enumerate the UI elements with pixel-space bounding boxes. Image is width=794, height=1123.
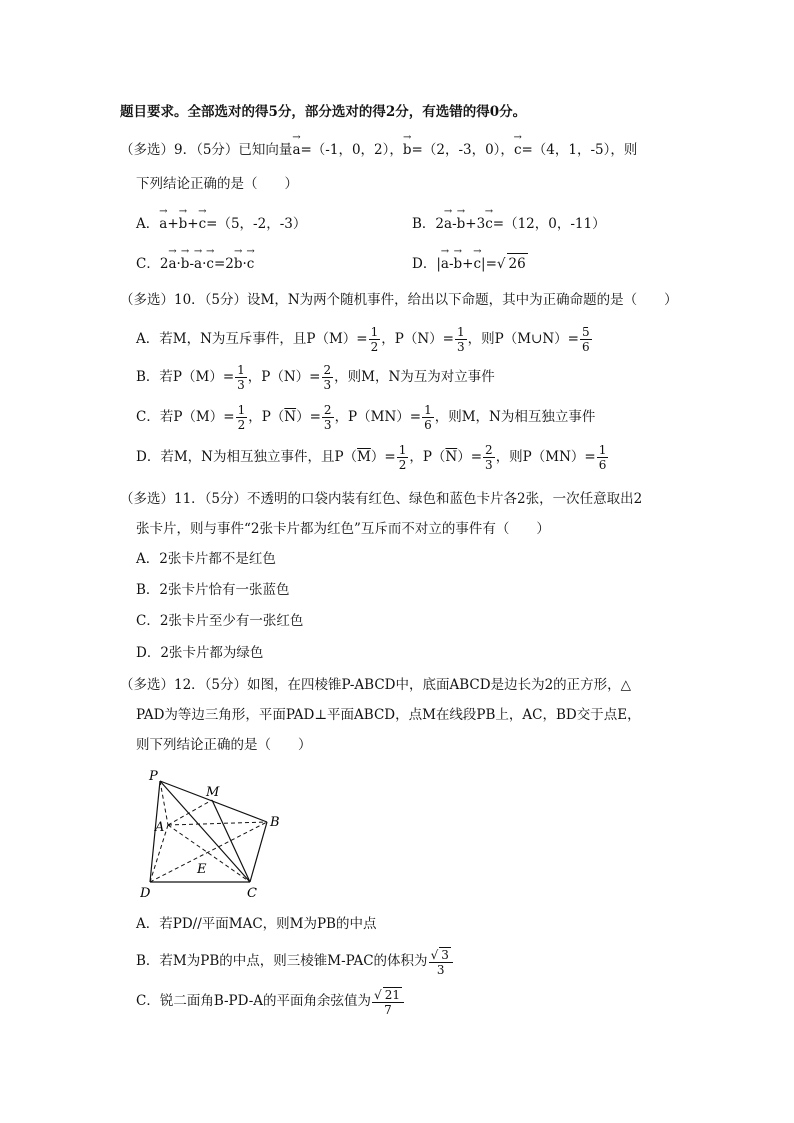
q9-b-def: =（2，-3，0），: [411, 142, 514, 158]
q9-opt-b-tail: =（12，0，-11）: [492, 216, 606, 232]
q9-option-c[interactable]: C．2→ a·→ b-→ a·→ c=2→ b·→ c: [136, 252, 254, 274]
edge-pa: [160, 781, 168, 825]
q12-line2: PAD为等边三角形，平面PAD⊥平面ABCD，点M在线段PB上，AC，BD交于点E，: [136, 707, 641, 723]
q9-line1: [120, 138, 637, 160]
edge-bc: [250, 822, 267, 882]
q10-option-c[interactable]: C．若P（M）= $\frac{1}{2}$ ，$P(\overline{N})=$ $\frac{2}{3}$ ，P（MN）= $\frac{1}{6}$ ，则M，N为相互独立事件: [136, 403, 596, 432]
vector-c: → c: [514, 138, 522, 160]
q9-opt-d-label: D．: [412, 256, 437, 272]
q9-opt-d-root: 26: [507, 253, 528, 274]
q9-opt-a-tail: =（5，-2，-3）: [206, 216, 307, 232]
q12-line1: （多选）12．（5分）如图，在四棱锥P-ABCD中，底面ABCD是边长为2的正方形，△: [120, 677, 632, 693]
q10-option-a[interactable]: A．若M，N为互斥事件，且P（M）= $\frac{1}{2}$ ，P（N）= $\frac{1}{3}$ ，则P（M∪N）= $\frac{5}{6}$: [136, 325, 590, 354]
edge-ab: [168, 822, 267, 825]
q11-line1: （多选）11．（5分）不透明的口袋内装有红色、绿色和蓝色卡片各2张，一次任意取出2: [120, 491, 643, 507]
q11-option-c[interactable]: C．2张卡片至少有一张红色: [136, 613, 304, 629]
diagonal-ac: [168, 825, 250, 882]
q12-line3: 则下列结论正确的是（ ）: [136, 737, 312, 753]
q9-prefix: （多选）9．（5分）已知向量: [120, 142, 293, 158]
segment-am: [168, 800, 212, 825]
instructions: 题目要求。全部选对的得5分，部分选对的得2分，有选错的得0分。: [120, 104, 527, 120]
q12-option-b[interactable]: B．若M为PB的中点，则三棱锥M-PAC的体积为 √ $\frac{3}{3}$: [136, 942, 454, 980]
q9-option-a[interactable]: A．→ a+→ b+→ c=（5，-2，-3）: [136, 212, 306, 234]
label-e: E: [197, 862, 207, 877]
diagonal-bd: [150, 822, 267, 882]
label-b: B: [270, 815, 280, 830]
q12-option-c[interactable]: C．锐二面角B-PD-A的平面角余弦值为 √ $\frac{21}{7}$: [136, 982, 405, 1020]
label-d: D: [140, 886, 151, 900]
segment-mc: [212, 800, 250, 882]
q11-option-d[interactable]: D．2张卡片都为绿色: [136, 645, 264, 661]
vector-b: → b: [403, 138, 412, 160]
q10-option-d[interactable]: D．若M，N为相互独立事件，且$P(\overline{M})=$ $\frac{1}{2}$ ，$P(\overline{N})=$ $\frac{2}{3}$ ，则P（MN）= $\frac{1}{6}$: [136, 443, 607, 472]
q9-opt-b-label: B．: [412, 216, 436, 232]
q10-stem: （多选）10．（5分）设M，N为两个随机事件，给出以下命题，其中为正确命题的是（ ）: [120, 292, 678, 308]
vector-a: → a: [292, 138, 300, 160]
label-p: P: [149, 769, 158, 784]
q11-option-b[interactable]: B．2张卡片恰有一张蓝色: [136, 582, 290, 598]
q9-opt-c-label: C．: [136, 256, 160, 272]
q12-option-a[interactable]: A．若PD//平面MAC，则M为PB的中点: [136, 916, 377, 932]
label-m: M: [206, 785, 220, 800]
q9-c-def: =（4，1，-5），则: [521, 142, 638, 158]
q10-option-b[interactable]: B．若P（M）= $\frac{1}{3}$ ，P（N）= $\frac{2}{3}$ ，则M，N为互为对立事件: [136, 363, 495, 392]
q9-opt-a-label: A．: [136, 216, 160, 232]
label-a: A: [155, 820, 165, 835]
q11-line2: 张卡片，则与事件“2张卡片都为红色”互斥而不对立的事件有（ ）: [136, 521, 550, 537]
q11-option-a[interactable]: A．2张卡片都不是红色: [136, 551, 276, 567]
pyramid-figure: [140, 765, 300, 900]
q9-a-def: =（-1，0，2），: [300, 142, 403, 158]
label-c: C: [247, 886, 257, 900]
q9-option-b[interactable]: B．2→ a-→ b+3→ c=（12，0，-11）: [412, 212, 606, 234]
q9-line2: 下列结论正确的是（ ）: [136, 176, 298, 192]
q9-option-d[interactable]: D．|→ a-→ b+→ c|= √ 26: [412, 252, 528, 274]
